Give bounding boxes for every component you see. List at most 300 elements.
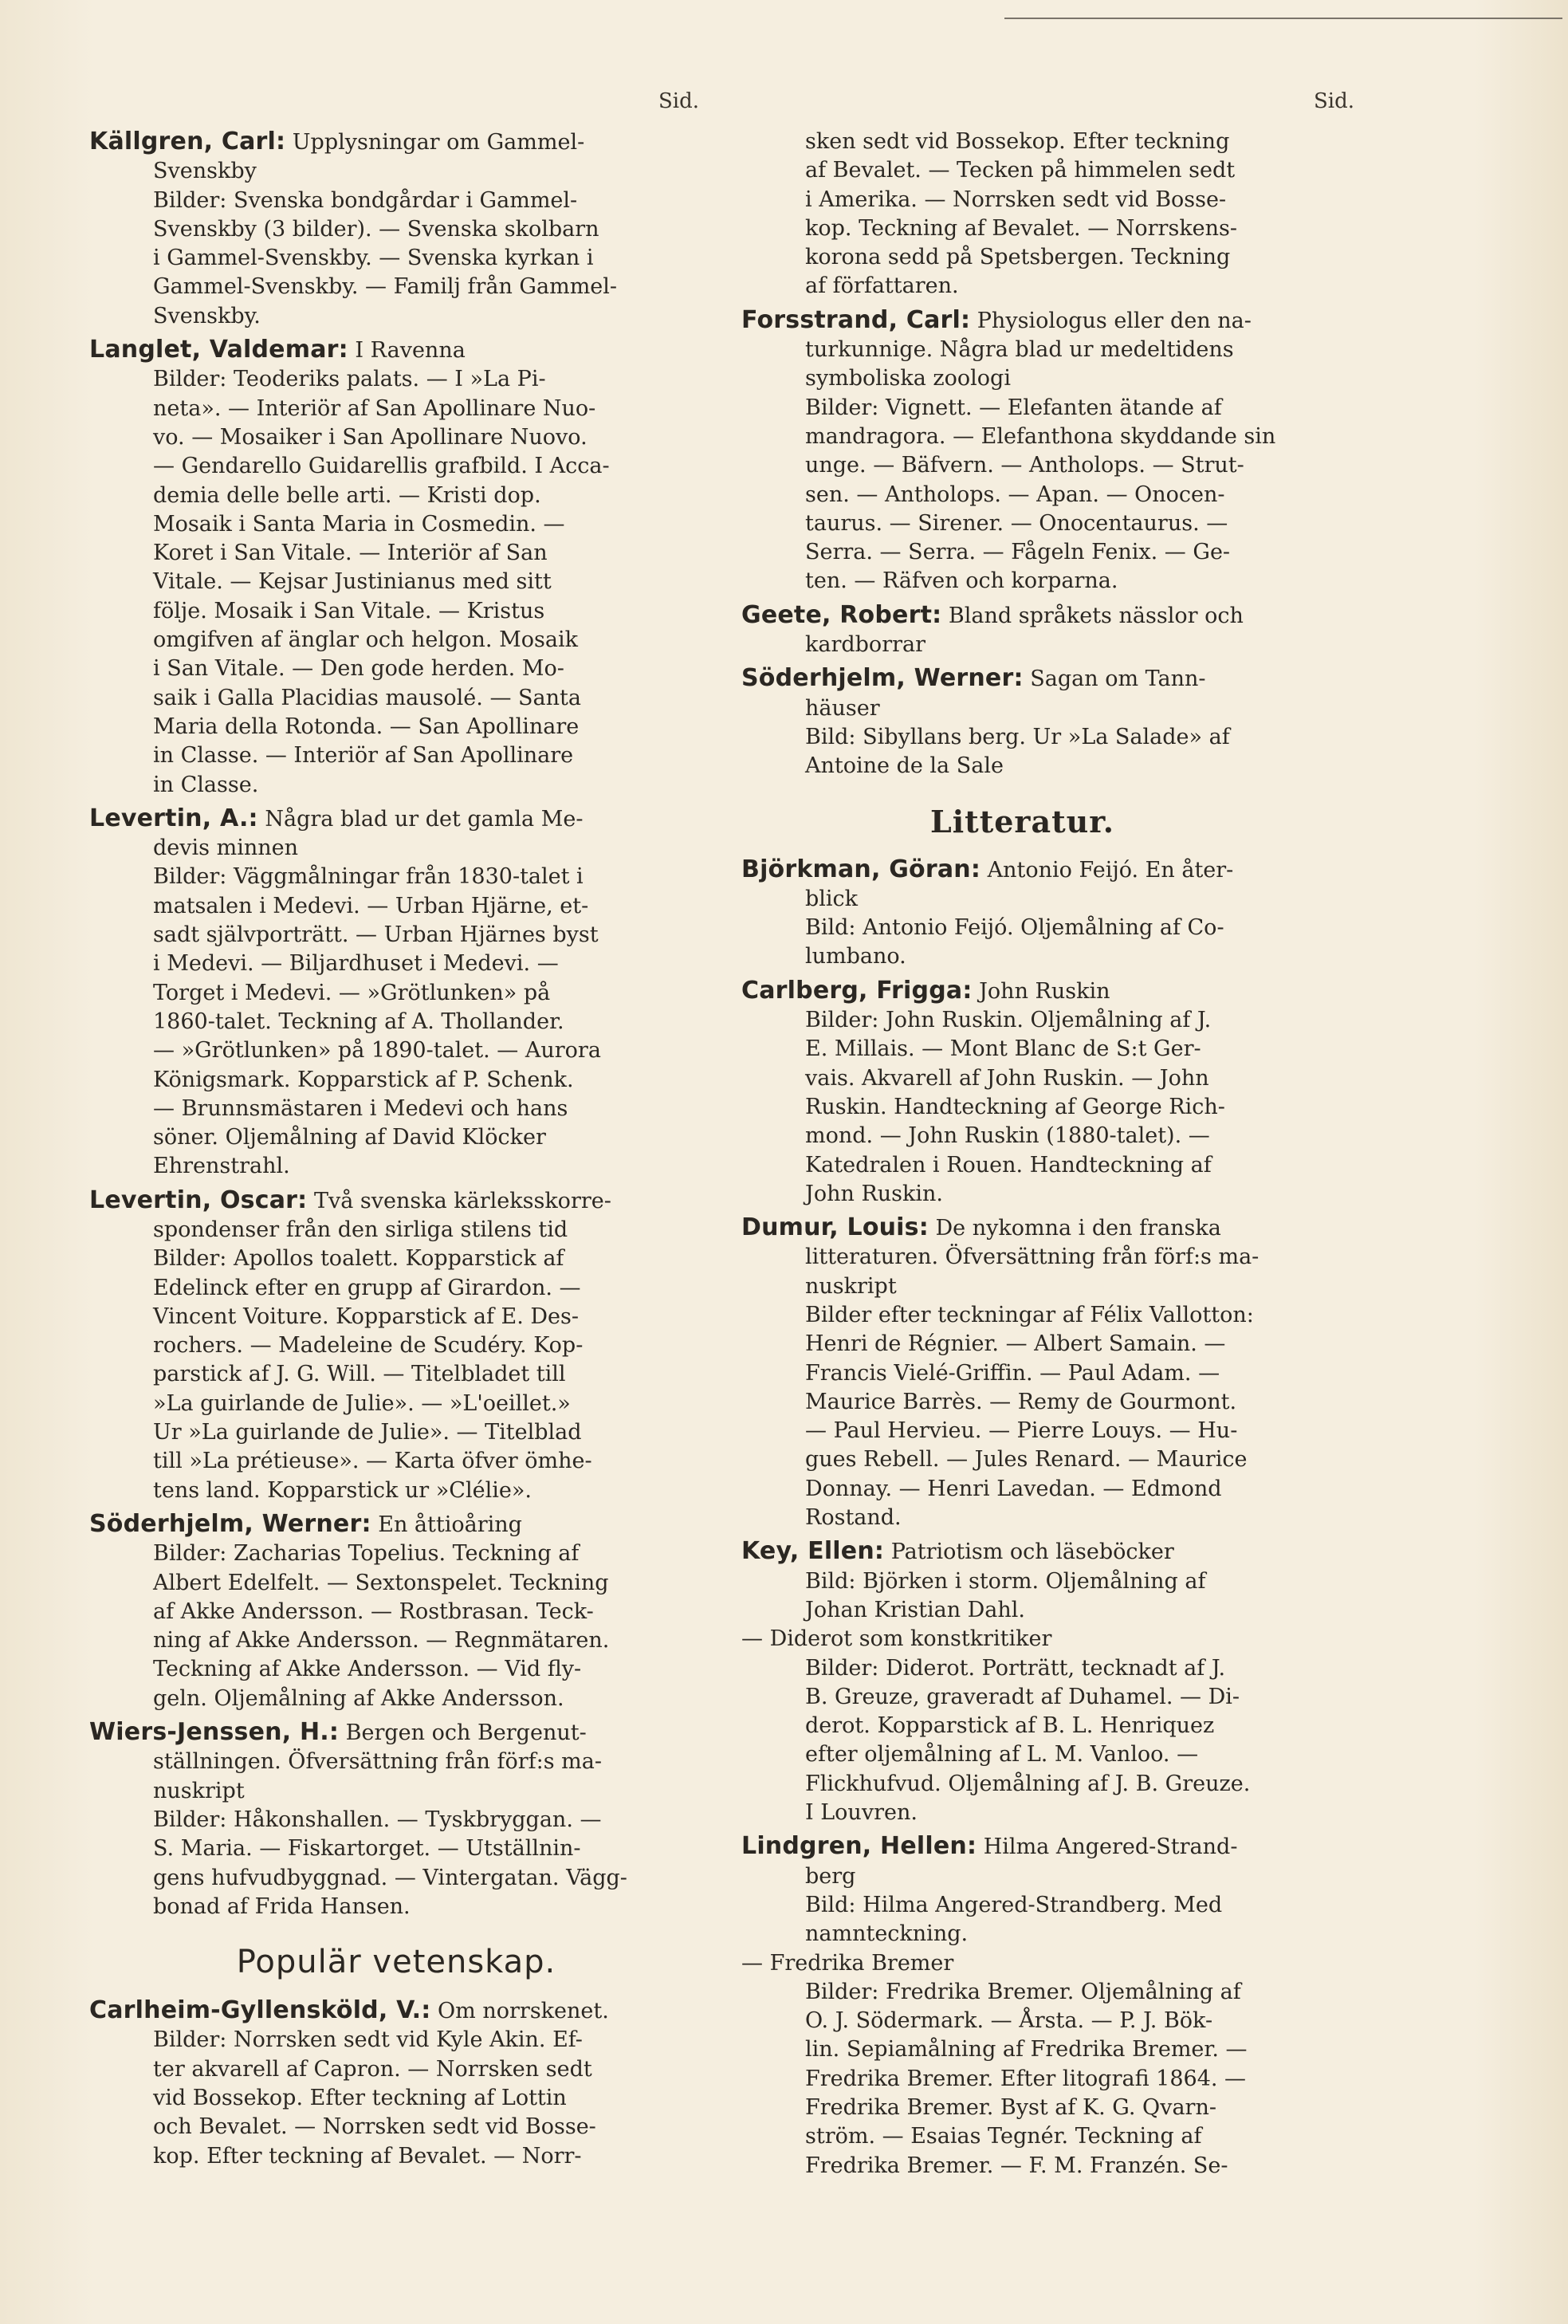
entry-line bbox=[89, 568, 703, 596]
entry-line bbox=[741, 914, 1303, 942]
entry-line bbox=[89, 539, 703, 568]
entry-line bbox=[89, 950, 703, 978]
index-entry bbox=[741, 855, 1303, 972]
entry-line bbox=[741, 394, 1303, 423]
entry-line bbox=[741, 364, 1303, 393]
entry-text: Vincent Voiture. Kopparstick af E. Des- bbox=[153, 1304, 580, 1329]
entry-line bbox=[89, 157, 703, 186]
entry-text: Bild: Hilma Angered-Strandberg. Med bbox=[805, 1892, 1223, 1917]
entry-text: — Paul Hervieu. — Pierre Louys. — Hu- bbox=[805, 1418, 1238, 1444]
entry-text: in Classe. bbox=[153, 772, 259, 797]
author-name: Lindgren, Hellen: bbox=[741, 1832, 977, 1861]
entry-text: Ur »La guirlande de Julie». — Titelblad bbox=[153, 1420, 582, 1445]
entry-line bbox=[89, 834, 703, 863]
entry-line bbox=[741, 306, 1303, 336]
entry-text: Maria della Rotonda. — San Apollinare bbox=[153, 714, 580, 739]
entry-text: ten. — Räfven och korparna. bbox=[805, 568, 1118, 594]
entry-text: Sagan om Tann- bbox=[1023, 667, 1206, 692]
entry-line bbox=[741, 1625, 1303, 1654]
index-entry bbox=[741, 128, 1303, 301]
entry-line bbox=[741, 2035, 1303, 2064]
entry-text: gens hufvudbyggnad. — Vintergatan. Vägg- bbox=[153, 1865, 627, 1890]
entry-text: parstick af J. G. Will. — Titelbladet till bbox=[153, 1362, 566, 1387]
entry-line bbox=[89, 1626, 703, 1655]
entry-line bbox=[741, 1301, 1303, 1330]
entry-text: vo. — Mosaiker i San Apollinare Nuovo. bbox=[153, 424, 588, 450]
entry-text: i Gammel-Svenskby. — Svenska kyrkan i bbox=[153, 246, 594, 271]
entry-text: saik i Galla Placidias mausolé. — Santa bbox=[153, 685, 581, 710]
entry-line bbox=[89, 1390, 703, 1418]
entry-line bbox=[89, 1331, 703, 1360]
entry-line bbox=[89, 1274, 703, 1303]
entry-line bbox=[741, 855, 1303, 885]
entry-text: Mosaik i Santa Maria in Cosmedin. — bbox=[153, 511, 565, 537]
entry-line bbox=[89, 336, 703, 365]
entry-text: mond. — John Ruskin (1880-talet). — bbox=[805, 1123, 1210, 1149]
entry-line bbox=[741, 1712, 1303, 1740]
entry-line bbox=[89, 1685, 703, 1713]
entry-text: Bilder: Vignett. — Elefanten ätande af bbox=[805, 395, 1222, 420]
entry-text: unge. — Bäfvern. — Antholops. — Strut- bbox=[805, 453, 1244, 478]
index-entry bbox=[89, 128, 703, 331]
entry-text: Edelinck efter en grupp af Girardon. — bbox=[153, 1275, 581, 1300]
author-name: Forsstrand, Carl: bbox=[741, 305, 971, 334]
entry-text: Fredrika Bremer. — F. M. Franzén. Se- bbox=[805, 2153, 1228, 2178]
entry-text: 1860-talet. Teckning af A. Thollander. bbox=[153, 1009, 564, 1034]
entry-line bbox=[89, 128, 703, 157]
entry-text: Svenskby (3 bilder). — Svenska skolbarn bbox=[153, 216, 599, 242]
entry-text: neta». — Interiör af San Apollinare Nuo- bbox=[153, 395, 596, 421]
entry-line bbox=[89, 1008, 703, 1036]
entry-text: korona sedd på Spetsbergen. Teckning bbox=[805, 245, 1231, 270]
entry-text: Bilder: Apollos toalett. Kopparstick af bbox=[153, 1246, 564, 1272]
entry-line bbox=[741, 942, 1303, 971]
entry-line bbox=[89, 2084, 703, 2113]
entry-line bbox=[89, 1569, 703, 1598]
entry-text: Bild: Antonio Feijó. Oljemålning af Co- bbox=[805, 915, 1224, 941]
entry-text: Svenskby bbox=[153, 159, 257, 184]
entry-line bbox=[741, 1654, 1303, 1683]
entry-line bbox=[741, 1035, 1303, 1064]
entry-text: derot. Kopparstick af B. L. Henriquez bbox=[805, 1713, 1215, 1739]
entry-line bbox=[741, 1064, 1303, 1093]
entry-line bbox=[89, 804, 703, 834]
entry-text: Maurice Barrès. — Remy de Gourmont. bbox=[805, 1389, 1237, 1414]
entry-line bbox=[741, 752, 1303, 781]
entry-line bbox=[741, 1475, 1303, 1504]
entry-line bbox=[89, 597, 703, 626]
entry-line bbox=[89, 1834, 703, 1863]
index-entry bbox=[89, 336, 703, 800]
entry-text: berg bbox=[805, 1863, 856, 1889]
entry-line bbox=[741, 1359, 1303, 1388]
entry-line bbox=[89, 892, 703, 921]
entry-text: in Classe. — Interiör af San Apollinare bbox=[153, 743, 574, 769]
entry-line bbox=[89, 2142, 703, 2171]
entry-text: Physiologus eller den na- bbox=[970, 308, 1252, 333]
entry-text: och Bevalet. — Norrsken sedt vid Bosse- bbox=[153, 2114, 596, 2140]
entry-text: Rostand. bbox=[805, 1505, 902, 1531]
entry-line bbox=[741, 601, 1303, 631]
entry-line bbox=[741, 631, 1303, 659]
entry-line bbox=[89, 395, 703, 423]
entry-text: i Medevi. — Biljardhuset i Medevi. — bbox=[153, 951, 559, 977]
entry-text: sadt självporträtt. — Urban Hjärnes byst bbox=[153, 922, 599, 948]
entry-text: af Akke Andersson. — Rostbrasan. Teck- bbox=[153, 1598, 594, 1624]
entry-text: Bilder: Svenska bondgårdar i Gammel- bbox=[153, 187, 578, 213]
entry-text: ning af Akke Andersson. — Regnmätaren. bbox=[153, 1628, 610, 1654]
entry-text: Bergen och Bergenut- bbox=[339, 1720, 587, 1746]
entry-line bbox=[89, 1510, 703, 1540]
entry-line bbox=[89, 187, 703, 215]
entry-text: rochers. — Madeleine de Scudéry. Kop- bbox=[153, 1333, 584, 1359]
entry-line bbox=[89, 273, 703, 301]
entry-line bbox=[89, 423, 703, 452]
entry-text: Ruskin. Handteckning af George Rich- bbox=[805, 1094, 1225, 1119]
entry-text: geln. Oljemålning af Akke Andersson. bbox=[153, 1685, 564, 1711]
entry-text: Bild: Sibyllans berg. Ur »La Salade» af bbox=[805, 724, 1230, 749]
entry-text: spondenser från den sirliga stilens tid bbox=[153, 1217, 568, 1242]
entry-text: S. Maria. — Fiskartorget. — Utställnin- bbox=[153, 1836, 581, 1862]
entry-text: blick bbox=[805, 886, 859, 911]
entry-line bbox=[89, 1447, 703, 1476]
entry-line bbox=[741, 1537, 1303, 1567]
entry-text: gues Rebell. — Jules Renard. — Maurice bbox=[805, 1447, 1248, 1473]
entry-text: Hilma Angered-Strand- bbox=[977, 1834, 1238, 1860]
entry-line bbox=[741, 1596, 1303, 1625]
section-heading: Litteratur. bbox=[929, 803, 1115, 840]
entry-line bbox=[89, 863, 703, 891]
entry-text: devis minnen bbox=[153, 836, 298, 861]
right-sid-label: Sid. bbox=[1314, 89, 1355, 113]
entry-line bbox=[741, 723, 1303, 752]
entry-line bbox=[89, 1996, 703, 2026]
entry-text: omgifven af änglar och helgon. Mosaik bbox=[153, 627, 578, 653]
entry-line bbox=[741, 272, 1303, 301]
entry-line bbox=[89, 1095, 703, 1123]
entry-line bbox=[89, 1216, 703, 1245]
entry-line bbox=[741, 1740, 1303, 1769]
entry-line bbox=[89, 365, 703, 394]
entry-text: matsalen i Medevi. — Urban Hjärne, et- bbox=[153, 893, 589, 918]
entry-line bbox=[741, 2007, 1303, 2035]
entry-line bbox=[741, 1213, 1303, 1243]
entry-line bbox=[741, 451, 1303, 480]
index-entry bbox=[741, 664, 1303, 781]
entry-text: — Brunnsmästaren i Medevi och hans bbox=[153, 1095, 568, 1121]
entry-text: Bilder: Håkonshallen. — Tyskbryggan. — bbox=[153, 1807, 602, 1832]
entry-line bbox=[741, 664, 1303, 694]
entry-text: Bilder: Teoderiks palats. — I »La Pi- bbox=[153, 367, 546, 392]
entry-line bbox=[741, 1504, 1303, 1532]
entry-text: Teckning af Akke Andersson. — Vid fly- bbox=[153, 1657, 582, 1682]
right-column bbox=[741, 128, 1303, 2185]
entry-line bbox=[741, 1122, 1303, 1150]
entry-line bbox=[89, 1893, 703, 1921]
entry-text: Om norrskenet. bbox=[430, 1999, 609, 2024]
author-name: Key, Ellen: bbox=[741, 1537, 885, 1566]
entry-text: Koret i San Vitale. — Interiör af San bbox=[153, 541, 548, 566]
entry-line bbox=[741, 336, 1303, 364]
author-name: Levertin, A.: bbox=[89, 804, 258, 832]
entry-text: namnteckning. bbox=[805, 1921, 969, 1947]
entry-line bbox=[741, 1272, 1303, 1301]
entry-line bbox=[89, 482, 703, 510]
entry-line bbox=[89, 655, 703, 683]
entry-text: lumbano. bbox=[805, 944, 906, 969]
entry-line bbox=[741, 2152, 1303, 2180]
entry-line bbox=[89, 1360, 703, 1389]
entry-line bbox=[741, 214, 1303, 243]
entry-line bbox=[741, 1862, 1303, 1891]
index-entry bbox=[89, 1718, 703, 1921]
entry-text: B. Greuze, graveradt af Duhamel. — Di- bbox=[805, 1684, 1240, 1709]
entry-line bbox=[741, 2094, 1303, 2122]
entry-line bbox=[741, 1949, 1303, 1978]
entry-line bbox=[741, 128, 1303, 156]
index-entry bbox=[89, 1510, 703, 1713]
entry-line bbox=[741, 1978, 1303, 2007]
entry-line bbox=[89, 1418, 703, 1447]
entry-line bbox=[89, 1655, 703, 1684]
entry-text: Antonio Feijó. En åter- bbox=[980, 857, 1234, 883]
entry-line bbox=[89, 2055, 703, 2084]
entry-line bbox=[741, 538, 1303, 567]
entry-text: Francis Vielé-Griffin. — Paul Adam. — bbox=[805, 1360, 1220, 1386]
entry-text: Bilder: John Ruskin. Oljemålning af J. bbox=[805, 1008, 1212, 1033]
entry-line bbox=[741, 1445, 1303, 1474]
index-entry bbox=[741, 601, 1303, 660]
left-sid-label: Sid. bbox=[658, 89, 700, 113]
entry-text: följe. Mosaik i San Vitale. — Kristus bbox=[153, 598, 545, 623]
entry-text: Några blad ur det gamla Me- bbox=[257, 806, 584, 832]
entry-line bbox=[741, 1683, 1303, 1712]
author-name: Langlet, Valdemar: bbox=[89, 336, 348, 364]
entry-line bbox=[89, 452, 703, 481]
entry-text: Bilder: Zacharias Topelius. Teckning af bbox=[153, 1541, 580, 1567]
entry-text: ter akvarell af Capron. — Norrsken sedt bbox=[153, 2056, 592, 2082]
entry-text: Donnay. — Henri Lavedan. — Edmond bbox=[805, 1476, 1222, 1501]
entry-text: sken sedt vid Bossekop. Efter teckning bbox=[805, 129, 1230, 154]
entry-text: Två svenska kärleksskorre- bbox=[307, 1188, 611, 1213]
entry-line bbox=[89, 626, 703, 655]
entry-line bbox=[741, 1417, 1303, 1445]
entry-text: ström. — Esaias Tegnér. Teckning af bbox=[805, 2124, 1202, 2149]
entry-line bbox=[741, 2122, 1303, 2151]
entry-text: i Amerika. — Norrsken sedt vid Bosse- bbox=[805, 187, 1227, 212]
entry-line bbox=[741, 1151, 1303, 1180]
entry-text: Upplysningar om Gammel- bbox=[285, 130, 585, 155]
entry-text: Serra. — Serra. — Fågeln Fenix. — Ge- bbox=[805, 540, 1231, 565]
entry-line bbox=[89, 713, 703, 741]
entry-text: lin. Sepiamålning af Fredrika Bremer. — bbox=[805, 2037, 1248, 2063]
entry-line bbox=[89, 1152, 703, 1181]
entry-text: »La guirlande de Julie». — »L'oeillet.» bbox=[153, 1390, 571, 1416]
entry-line bbox=[89, 1186, 703, 1216]
entry-text: turkunnige. Några blad ur medeltidens bbox=[805, 337, 1234, 363]
entry-text: Antoine de la Sale bbox=[805, 753, 1004, 779]
entry-text: Patriotism och läseböcker bbox=[884, 1540, 1174, 1565]
entry-text: mandragora. — Elefanthona skyddande sin bbox=[805, 423, 1276, 449]
entry-line bbox=[741, 1770, 1303, 1799]
entry-text: tens land. Kopparstick ur »Clélie». bbox=[153, 1477, 532, 1503]
entry-text: Bilder efter teckningar af Félix Vallotton: bbox=[805, 1302, 1254, 1327]
entry-text: taurus. — Sirener. — Onocentaurus. — bbox=[805, 510, 1228, 536]
entry-line bbox=[89, 1123, 703, 1152]
entry-text: De nykomna i den franska bbox=[928, 1216, 1221, 1241]
entry-line bbox=[741, 885, 1303, 914]
entry-text: nuskript bbox=[805, 1273, 897, 1299]
entry-line bbox=[741, 1180, 1303, 1209]
entry-line bbox=[89, 2113, 703, 2141]
entry-text: John Ruskin bbox=[972, 978, 1110, 1004]
entry-line bbox=[741, 1920, 1303, 1948]
entry-line bbox=[89, 1598, 703, 1626]
entry-text: symboliska zoologi bbox=[805, 366, 1011, 391]
entry-line bbox=[741, 481, 1303, 509]
entry-line bbox=[89, 1806, 703, 1834]
entry-text: Flickhufvud. Oljemålning af J. B. Greuze. bbox=[805, 1771, 1251, 1796]
entry-line bbox=[741, 509, 1303, 538]
entry-text: söner. Oljemålning af David Klöcker bbox=[153, 1125, 546, 1150]
entry-line bbox=[741, 694, 1303, 723]
entry-line bbox=[89, 302, 703, 331]
index-entry bbox=[741, 1832, 1303, 2180]
entry-text: Bilder: Norrsken sedt vid Kyle Akin. Ef- bbox=[153, 2027, 583, 2053]
entry-text: Bilder: Fredrika Bremer. Oljemålning af bbox=[805, 1979, 1241, 2004]
entry-text: kop. Teckning af Bevalet. — Norrskens- bbox=[805, 215, 1238, 241]
entry-line bbox=[89, 979, 703, 1008]
entry-text: Ehrenstrahl. bbox=[153, 1154, 290, 1179]
entry-text: Gammel-Svenskby. — Familj från Gammel- bbox=[153, 274, 618, 300]
entry-text: I Ravenna bbox=[348, 338, 466, 364]
entry-line bbox=[741, 1388, 1303, 1417]
entry-line bbox=[89, 244, 703, 273]
entry-text: Albert Edelfelt. — Sextonspelet. Teckning bbox=[153, 1570, 609, 1595]
author-name: Carlberg, Frigga: bbox=[741, 976, 973, 1005]
entry-text: — Fredrika Bremer bbox=[741, 1950, 954, 1976]
entry-line bbox=[741, 2065, 1303, 2094]
entry-line bbox=[89, 1036, 703, 1065]
entry-text: Königsmark. Kopparstick af P. Schenk. bbox=[153, 1067, 574, 1092]
entry-text: af författaren. bbox=[805, 273, 959, 299]
entry-line bbox=[741, 1891, 1303, 1920]
entry-line bbox=[89, 1864, 703, 1893]
entry-text: litteraturen. Öfversättning från förf:s ma- bbox=[805, 1245, 1260, 1270]
entry-line bbox=[741, 186, 1303, 214]
author-name: Wiers-Jenssen, H.: bbox=[89, 1718, 340, 1747]
entry-text: E. Millais. — Mont Blanc de S:t Ger- bbox=[805, 1036, 1201, 1062]
entry-text: O. J. Södermark. — Årsta. — P. J. Bök- bbox=[805, 2008, 1213, 2034]
entry-text: kardborrar bbox=[805, 632, 926, 658]
index-entry bbox=[741, 1213, 1303, 1532]
entry-line bbox=[89, 1245, 703, 1273]
entry-line bbox=[89, 2026, 703, 2055]
entry-text: Bilder: Diderot. Porträtt, tecknadt af J. bbox=[805, 1655, 1226, 1681]
author-name: Dumur, Louis: bbox=[741, 1213, 929, 1242]
entry-text: Henri de Régnier. — Albert Samain. — bbox=[805, 1331, 1226, 1357]
author-name: Carlheim-Gyllensköld, V.: bbox=[89, 1996, 431, 2025]
entry-line bbox=[741, 243, 1303, 272]
entry-text: nuskript bbox=[153, 1778, 245, 1803]
top-rule bbox=[1004, 18, 1562, 19]
entry-text: — Diderot som konstkritiker bbox=[741, 1626, 1052, 1652]
entry-text: efter oljemålning af L. M. Vanloo. — bbox=[805, 1742, 1199, 1768]
entry-line bbox=[741, 1330, 1303, 1359]
entry-text: Johan Kristian Dahl. bbox=[805, 1597, 1026, 1622]
index-entry bbox=[741, 977, 1303, 1209]
left-column bbox=[89, 128, 703, 2176]
entry-line bbox=[741, 423, 1303, 451]
author-name: Geete, Robert: bbox=[741, 600, 942, 629]
entry-line bbox=[89, 510, 703, 539]
entry-text: Katedralen i Rouen. Handteckning af bbox=[805, 1152, 1212, 1178]
entry-line bbox=[741, 156, 1303, 185]
entry-line bbox=[741, 1567, 1303, 1596]
entry-text: — »Grötlunken» på 1890-talet. — Aurora bbox=[153, 1038, 601, 1064]
index-entry bbox=[89, 1186, 703, 1505]
entry-text: kop. Efter teckning af Bevalet. — Norr- bbox=[153, 2143, 582, 2169]
entry-text: Fredrika Bremer. Efter litografi 1864. — bbox=[805, 2066, 1247, 2091]
entry-text: i San Vitale. — Den gode herden. Mo- bbox=[153, 656, 564, 682]
entry-line bbox=[741, 1243, 1303, 1272]
author-name: Söderhjelm, Werner: bbox=[741, 664, 1024, 693]
entry-text: I Louvren. bbox=[805, 1800, 918, 1826]
entry-text: sen. — Antholops. — Apan. — Onocen- bbox=[805, 482, 1225, 507]
entry-line bbox=[741, 567, 1303, 596]
entry-line bbox=[89, 1748, 703, 1776]
entry-text: Fredrika Bremer. Byst af K. G. Qvarn- bbox=[805, 2095, 1216, 2120]
section-heading: Populär vetenskap. bbox=[236, 1944, 556, 1981]
entry-line bbox=[741, 1832, 1303, 1862]
entry-text: ställningen. Öfversättning från förf:s ma- bbox=[153, 1749, 602, 1775]
index-entry bbox=[741, 306, 1303, 596]
entry-line bbox=[89, 741, 703, 770]
index-entry bbox=[741, 1537, 1303, 1827]
author-name: Levertin, Oscar: bbox=[89, 1186, 308, 1214]
author-name: Söderhjelm, Werner: bbox=[89, 1509, 371, 1538]
entry-line bbox=[741, 1006, 1303, 1035]
entry-line bbox=[89, 771, 703, 800]
entry-text: Torget i Medevi. — »Grötlunken» på bbox=[153, 980, 551, 1005]
entry-line bbox=[89, 684, 703, 713]
entry-line bbox=[89, 1477, 703, 1505]
entry-line bbox=[89, 1066, 703, 1095]
entry-line bbox=[741, 1093, 1303, 1122]
entry-text: vais. Akvarell af John Ruskin. — John bbox=[805, 1065, 1209, 1091]
entry-text: Vitale. — Kejsar Justinianus med sitt bbox=[153, 569, 552, 595]
index-entry bbox=[89, 804, 703, 1182]
entry-text: — Gendarello Guidarellis grafbild. I Acca- bbox=[153, 454, 610, 479]
entry-text: John Ruskin. bbox=[805, 1181, 943, 1206]
entry-text: demia delle belle arti. — Kristi dop. bbox=[153, 482, 541, 508]
author-name: Källgren, Carl: bbox=[89, 128, 286, 155]
entry-line bbox=[89, 1540, 703, 1568]
entry-text: Bilder: Väggmålningar från 1830-talet i bbox=[153, 864, 584, 890]
entry-line bbox=[89, 921, 703, 950]
entry-line bbox=[89, 1718, 703, 1748]
entry-text: Bland språkets nässlor och bbox=[941, 603, 1244, 628]
entry-line bbox=[741, 1799, 1303, 1827]
entry-line bbox=[89, 1777, 703, 1806]
entry-line bbox=[89, 215, 703, 244]
entry-text: bonad af Frida Hansen. bbox=[153, 1893, 411, 1919]
entry-text: vid Bossekop. Efter teckning af Lottin bbox=[153, 2086, 567, 2110]
entry-text: till »La prétieuse». — Karta öfver ömhe- bbox=[153, 1449, 592, 1474]
entry-text: En åttioåring bbox=[371, 1512, 522, 1537]
entry-text: Svenskby. bbox=[153, 303, 261, 328]
entry-line bbox=[89, 1303, 703, 1331]
